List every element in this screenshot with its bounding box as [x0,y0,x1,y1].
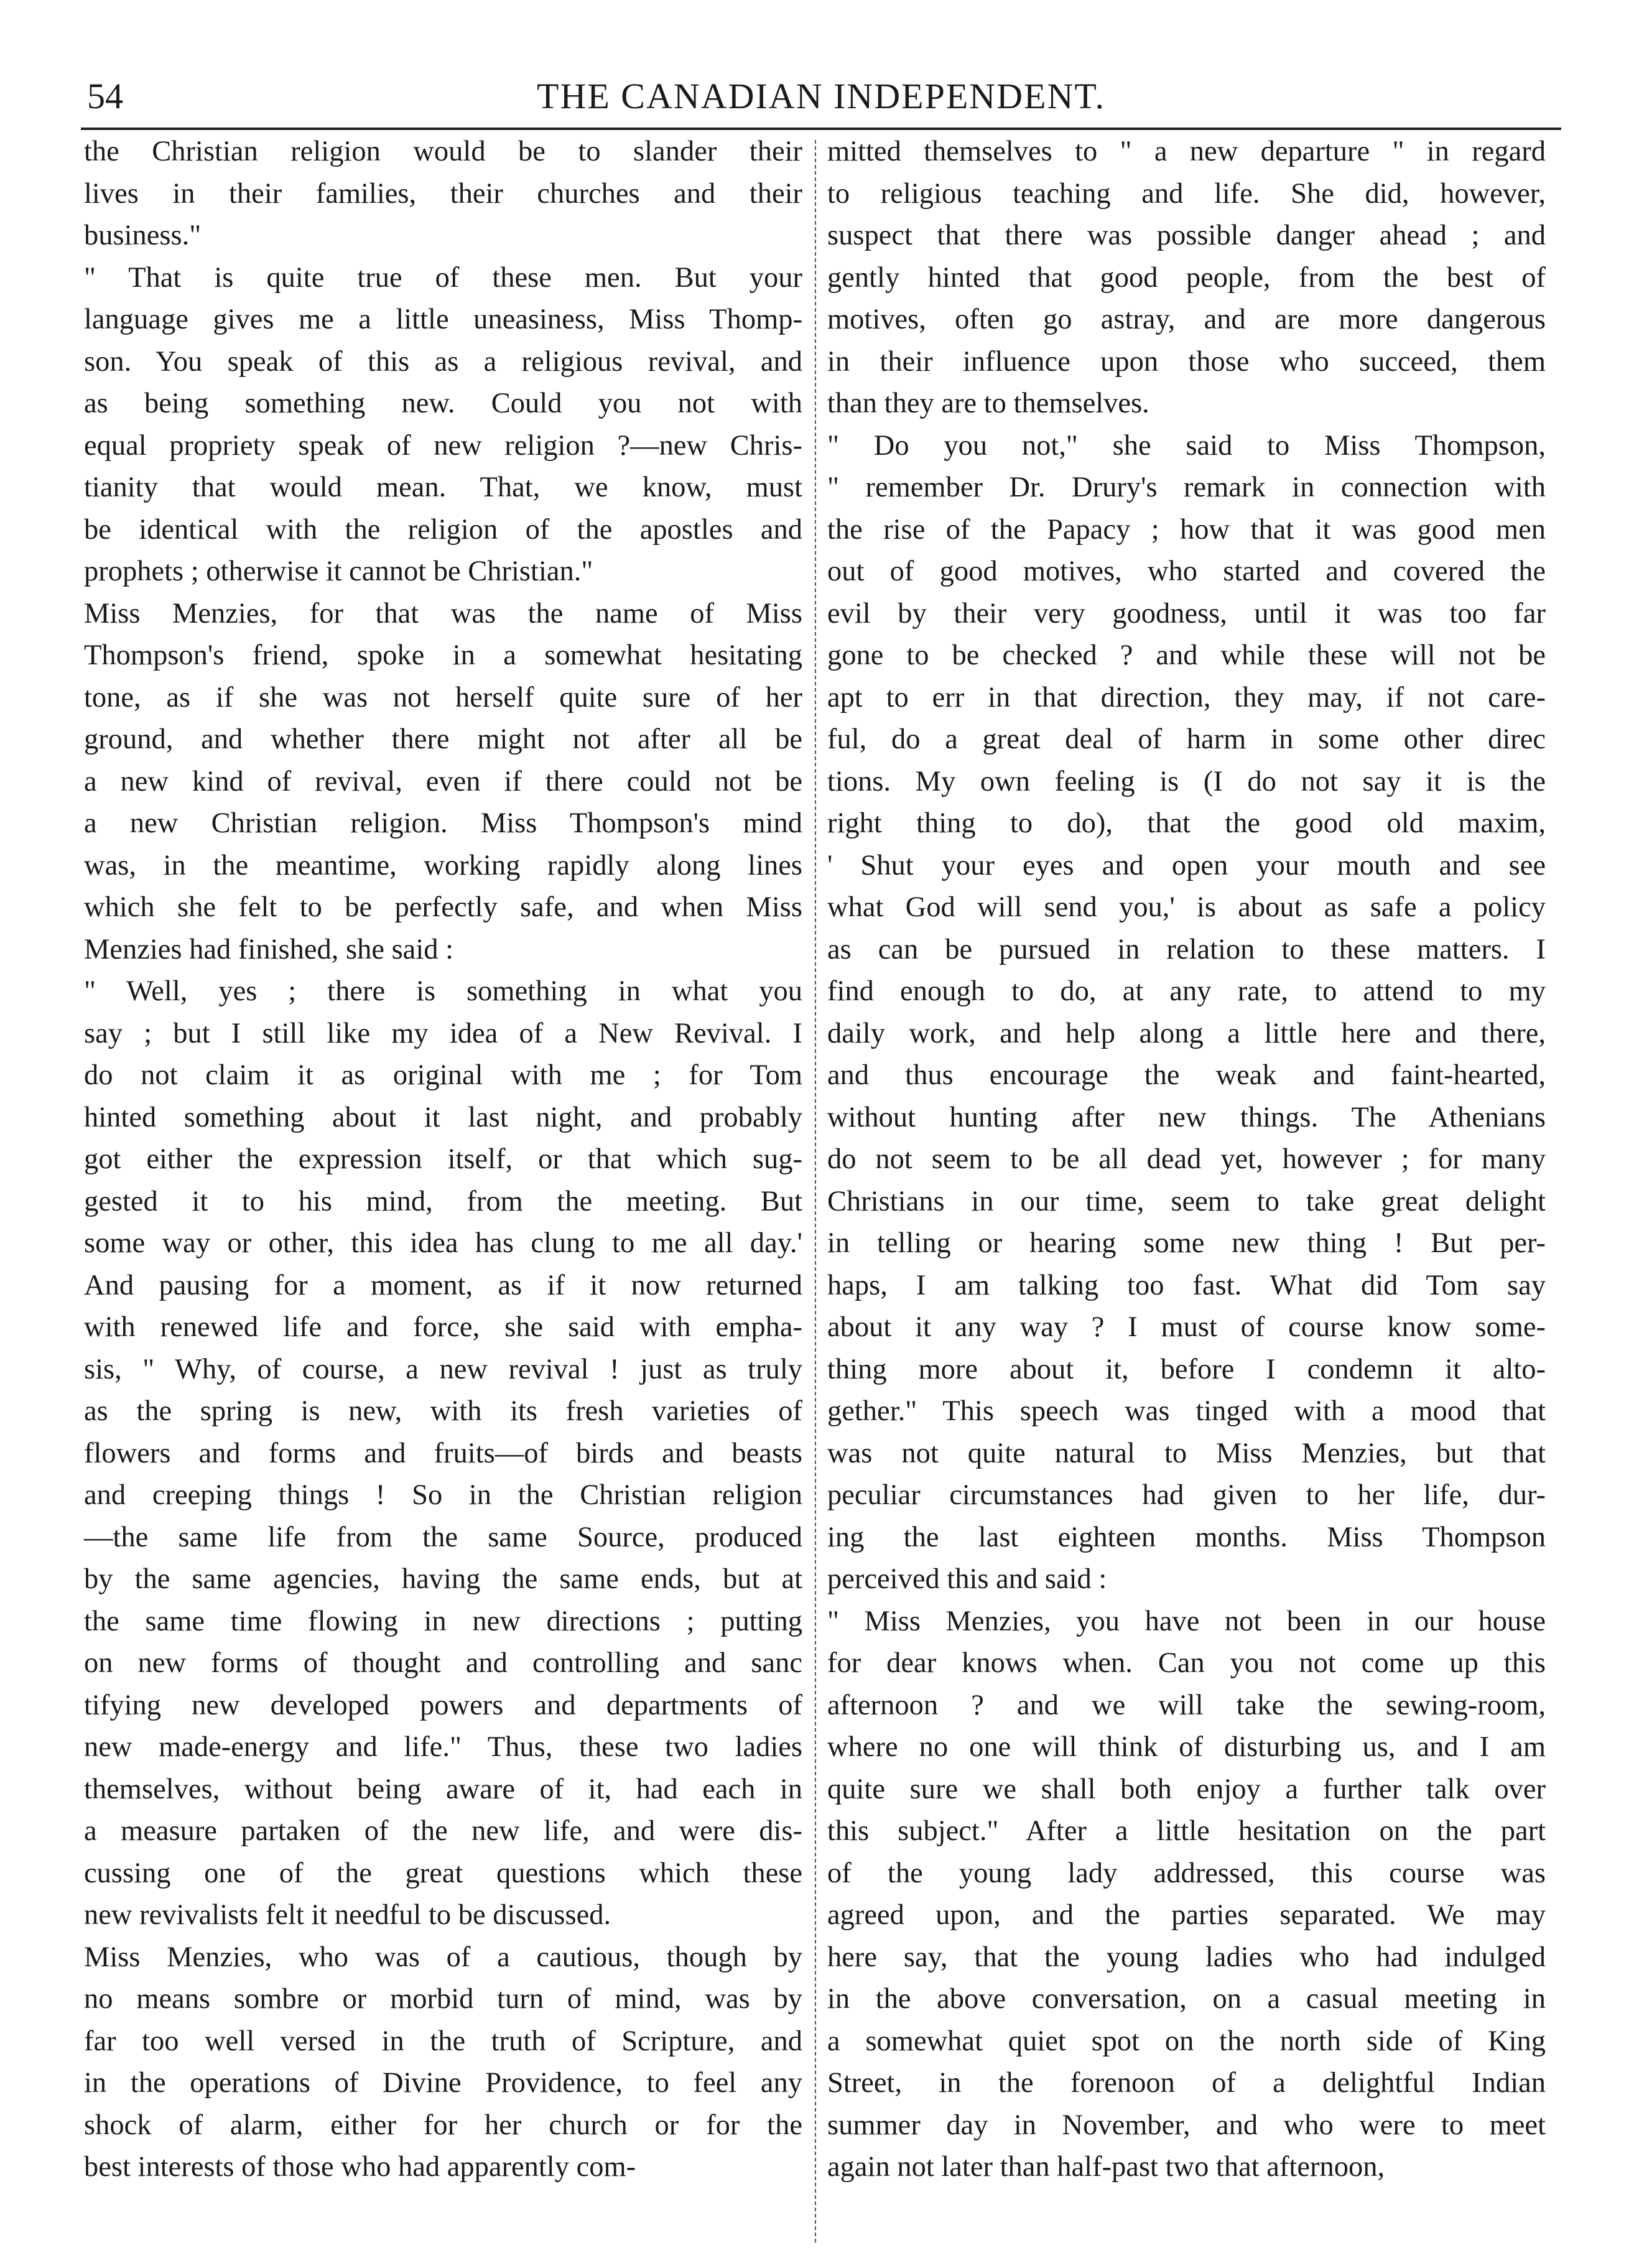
text-line: Thompson's friend, spoke in a somewhat hesitating [84,639,802,671]
text-line: Street, in the forenoon of a delightful Indian [827,2067,1546,2099]
text-line: was not quite natural to Miss Menzies, but that [827,1437,1546,1469]
text-line: again not later than half-past two that afternoon, [827,2151,1385,2183]
text-line: got either the expression itself, or that which sug- [84,1143,802,1175]
text-line: suspect that there was possible danger ahead ; and [827,220,1546,251]
text-line: quite sure we shall both enjoy a further talk over [827,1773,1546,1805]
text-line: " Do you not," she said to Miss Thompson, [827,429,1546,462]
text-line: —the same life from the same Source, produced [84,1521,802,1553]
paragraph [827,1601,1546,2188]
text-line: what God will send you,' is about as safe a policy [827,891,1546,923]
text-line: Christians in our time, seem to take great delight [827,1185,1546,1217]
paragraph [84,257,802,593]
text-line: find enough to do, at any rate, to attend to my [827,975,1546,1007]
text-line: with renewed life and force, she said with empha- [84,1311,802,1343]
text-line: Miss Menzies, for that was the name of Miss [84,597,802,630]
text-line: a new Christian religion. Miss Thompson's mind [84,807,802,839]
text-line: " Well, yes ; there is something in what you [84,975,802,1007]
paragraph [827,131,1546,425]
paragraph [84,593,802,971]
text-line: " remember Dr. Drury's remark in connection with [827,472,1546,503]
text-line: apt to err in that direction, they may, if not care- [827,681,1546,713]
text-line: far too well versed in the truth of Scripture, and [84,2025,802,2057]
text-line: And pausing for a moment, as if it now returned [84,1269,802,1301]
text-line: which she felt to be perfectly safe, and when Miss [84,891,802,923]
text-line: themselves, without being aware of it, had each in [84,1773,802,1805]
paragraph [84,1936,802,2188]
text-line: motives, often go astray, and are more dangerous [827,304,1546,335]
text-line: of the young lady addressed, this course was [827,1857,1546,1889]
text-line: prophets ; otherwise it cannot be Christian." [84,555,593,587]
text-line: daily work, and help along a little here and there, [827,1017,1546,1049]
text-line: about it any way ? I must of course know some- [827,1311,1546,1343]
text-line: agreed upon, and the parties separated. We may [827,1899,1546,1931]
text-line: do not seem to be all dead yet, however ; for many [827,1143,1546,1175]
text-line: gone to be checked ? and while these will not be [827,639,1546,671]
text-line: no means sombre or morbid turn of mind, was by [84,1983,802,2015]
text-line: summer day in November, and who were to meet [827,2109,1546,2141]
text-line: " Miss Menzies, you have not been in our house [827,1605,1546,1637]
text-line: some way or other, this idea has clung to me all day.' [84,1227,802,1259]
text-line: new made-energy and life." Thus, these two ladies [84,1731,802,1763]
text-line: where no one will think of disturbing us, and I am [827,1731,1546,1763]
text-line: in telling or hearing some new thing ! But per- [827,1227,1546,1259]
column-divider [815,140,816,2242]
text-line: the Christian religion would be to slander their [84,136,802,167]
text-line: as the spring is new, with its fresh varieties of [84,1395,802,1427]
text-line: for dear knows when. Can you not come up this [827,1647,1546,1679]
text-line: a somewhat quiet spot on the north side of King [827,2025,1546,2057]
text-line: tone, as if she was not herself quite sure of her [84,681,802,713]
text-line: mitted themselves to " a new departure " in regard [827,136,1546,167]
running-title: THE CANADIAN INDEPENDENT. [537,76,1105,116]
text-line: right thing to do), that the good old maxim, [827,807,1546,839]
text-line: " That is quite true of these men. But your [84,261,802,294]
text-line: tifying new developed powers and departments of [84,1689,802,1721]
text-line: evil by their very goodness, until it was too far [827,597,1546,630]
text-line: tianity that would mean. That, we know, must [84,472,802,503]
text-line: new revivalists felt it needful to be discussed. [84,1899,611,1931]
text-line: equal propriety speak of new religion ?—new Chris- [84,429,802,462]
page-header [81,65,1561,128]
text-line: to religious teaching and life. She did, however, [827,177,1546,210]
right-column [827,131,1546,2188]
text-line: ing the last eighteen months. Miss Thompson [827,1521,1546,1553]
text-line: was, in the meantime, working rapidly along lines [84,849,802,881]
text-line: language gives me a little uneasiness, Miss Thomp- [84,304,802,335]
text-line: perceived this and said : [827,1563,1107,1595]
text-line: peculiar circumstances had given to her life, dur- [827,1479,1546,1511]
paragraph [827,425,1546,1601]
text-line: and creeping things ! So in the Christian religion [84,1479,802,1511]
text-line: this subject." After a little hesitation on the part [827,1815,1546,1847]
text-line: than they are to themselves. [827,388,1149,419]
text-line: the rise of the Papacy ; how that it was good men [827,513,1546,546]
text-line: Miss Menzies, who was of a cautious, though by [84,1941,802,1973]
left-column [84,131,802,2188]
text-line: cussing one of the great questions which these [84,1857,802,1889]
text-line: son. You speak of this as a religious revival, and [84,345,802,378]
text-line: thing more about it, before I condemn it alto- [827,1353,1546,1385]
page-number: 54 [87,76,123,116]
text-line: ful, do a great deal of harm in some other direc [827,723,1546,755]
text-line: without hunting after new things. The Athenians [827,1101,1546,1133]
text-line: on new forms of thought and controlling and sanc [84,1647,802,1679]
text-line: hinted something about it last night, and probably [84,1101,802,1133]
text-line: haps, I am talking too fast. What did Tom say [827,1269,1546,1301]
text-line: by the same agencies, having the same ends, but at [84,1563,802,1595]
text-line: Menzies had finished, she said : [84,933,454,965]
text-line: ground, and whether there might not after all be [84,723,802,755]
text-line: business." [84,220,202,251]
text-line: flowers and forms and fruits—of birds and beasts [84,1437,802,1469]
text-line: lives in their families, their churches and their [84,177,802,210]
text-line: afternoon ? and we will take the sewing-room, [827,1689,1546,1721]
text-line: gested it to his mind, from the meeting. But [84,1185,802,1217]
text-line: say ; but I still like my idea of a New Revival. I [84,1017,802,1049]
text-line: ' Shut your eyes and open your mouth and see [827,849,1546,881]
text-line: out of good motives, who started and covered the [827,555,1546,587]
text-line: tions. My own feeling is (I do not say it is the [827,765,1546,797]
text-line: a measure partaken of the new life, and were dis- [84,1815,802,1847]
text-line: in their influence upon those who succeed, them [827,345,1546,378]
text-line: in the above conversation, on a casual meeting in [827,1983,1546,2015]
text-line: a new kind of revival, even if there could not be [84,765,802,797]
header-rule [81,128,1561,130]
text-line: do not claim it as original with me ; for Tom [84,1059,802,1091]
text-line: shock of alarm, either for her church or for the [84,2109,802,2141]
text-line: sis, " Why, of course, a new revival ! just as truly [84,1353,802,1385]
text-line: gether." This speech was tinged with a mood that [827,1395,1546,1427]
text-line: as being something new. Could you not with [84,388,802,419]
text-line: the same time flowing in new directions ; putting [84,1605,802,1637]
text-line: as can be pursued in relation to these matters. I [827,933,1546,965]
text-line: best interests of those who had apparently com- [84,2151,636,2183]
paragraph [84,131,802,257]
paragraph [84,970,802,1936]
text-line: in the operations of Divine Providence, to feel any [84,2067,802,2099]
text-line: gently hinted that good people, from the best of [827,261,1546,294]
text-line: and thus encourage the weak and faint-hearted, [827,1059,1546,1091]
text-line: here say, that the young ladies who had indulged [827,1941,1546,1973]
text-line: be identical with the religion of the apostles and [84,513,802,546]
